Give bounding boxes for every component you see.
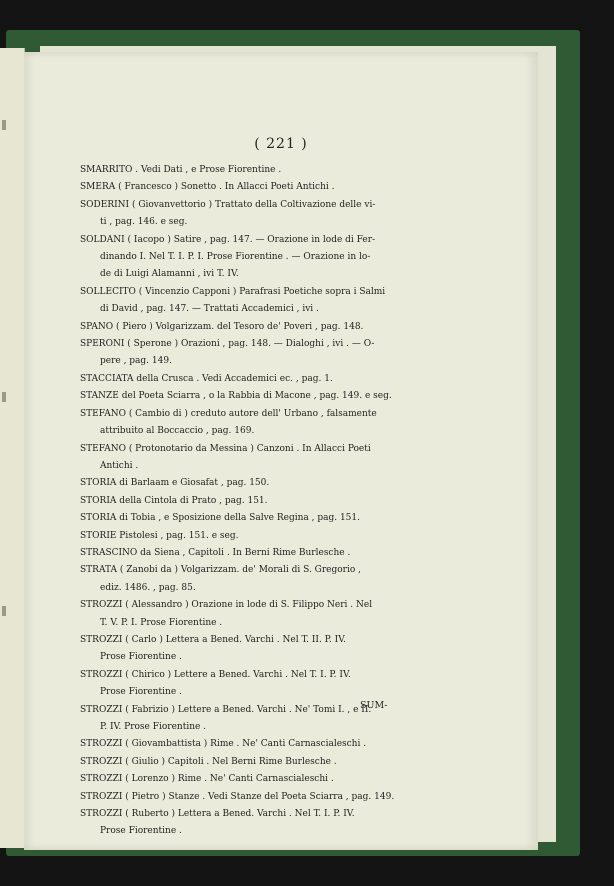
page-number: ( 221 )	[254, 136, 308, 152]
left-page-edge	[0, 48, 25, 848]
entry-line: STROZZI ( Giulio ) Capitoli . Nel Berni Rime Burlesche .	[80, 756, 337, 767]
index-entry	[80, 806, 432, 841]
index-entry	[80, 754, 432, 771]
index-entry	[80, 510, 432, 527]
entry-line: SOLLECITO ( Vincenzio Capponi ) Parafrasi Poetiche sopra i Salmi	[80, 286, 386, 297]
index-entry	[80, 197, 432, 232]
entry-line: STROZZI ( Giovambattista ) Rime . Ne' Canti Carnascialeschi .	[80, 739, 367, 750]
entry-line: SPERONI ( Sperone ) Orazioni , pag. 148. — Dialoghi , ivi . — O-	[80, 339, 375, 350]
entry-line: SOLDANI ( Iacopo ) Satire , pag. 147. — Orazione in lode di Fer-	[80, 234, 376, 245]
entry-line: STROZZI ( Ruberto ) Lettera a Bened. Varchi . Nel T. I. P. IV.	[80, 809, 355, 820]
index-entry	[80, 232, 432, 284]
index-entry	[80, 371, 432, 388]
entry-continuation-line: attribuito al Boccaccio , pag. 169.	[100, 426, 255, 437]
entry-continuation-line: T. V. P. I. Prose Fiorentine .	[100, 617, 223, 628]
index-entry	[80, 475, 432, 492]
entry-continuation-line: ediz. 1486. , pag. 85.	[100, 582, 196, 593]
index-entry	[80, 528, 432, 545]
entry-line: STORIA di Tobia , e Sposizione della Salve Regina , pag. 151.	[80, 513, 360, 524]
margin-mark	[2, 120, 6, 130]
entry-line: STEFANO ( Protonotario da Messina ) Canzoni . In Allacci Poeti	[80, 443, 371, 454]
entry-line: STORIA della Cintola di Prato , pag. 151.	[80, 495, 268, 506]
entry-continuation-line: pere , pag. 149.	[100, 356, 172, 367]
entry-line: STROZZI ( Fabrizio ) Lettere a Bened. Varchi . Ne' Tomi I. , e II.	[80, 704, 372, 715]
index-entry	[80, 388, 432, 405]
entry-line: SMARRITO . Vedi Dati , e Prose Fiorentine .	[80, 165, 282, 175]
index-entry	[80, 406, 432, 441]
index-entry	[80, 597, 432, 632]
index-entry	[80, 493, 432, 510]
entry-continuation-line: ti , pag. 146. e seg.	[100, 217, 188, 228]
index-entry	[80, 162, 432, 179]
index-entry	[80, 319, 432, 336]
entry-continuation-line: de di Luigi Alamanni , ivi T. IV.	[100, 269, 239, 280]
entry-continuation-line: Prose Fiorentine .	[100, 652, 182, 663]
index-entry	[80, 736, 432, 753]
catchword: SUM-	[360, 700, 388, 711]
index-entry	[80, 771, 432, 788]
entry-continuation-line: di David , pag. 147. — Trattati Accademici , ivi .	[100, 304, 319, 315]
index-entry	[80, 632, 432, 667]
margin-mark	[2, 392, 6, 402]
entry-continuation-line: P. IV. Prose Fiorentine .	[100, 722, 207, 732]
index-entry	[80, 562, 432, 597]
entry-line: STANZE del Poeta Sciarra , o la Rabbia di Macone , pag. 149. e seg.	[80, 391, 392, 402]
entry-line: STRATA ( Zanobi da ) Volgarizzam. de' Morali di S. Gregorio ,	[80, 565, 361, 576]
book-page	[24, 52, 538, 850]
index-entry	[80, 667, 432, 702]
entry-line: STEFANO ( Cambio di ) creduto autore dell' Urbano , falsamente	[80, 408, 377, 419]
index-entry	[80, 179, 432, 196]
index-entry	[80, 441, 432, 476]
entry-line: SODERINI ( Giovanvettorio ) Trattato della Coltivazione delle vi-	[80, 199, 376, 210]
entry-line: STACCIATA della Crusca . Vedi Accademici ec. , pag. 1.	[80, 373, 333, 384]
index-entry	[80, 789, 432, 806]
entry-line: STRASCINO da Siena , Capitoli . In Berni Rime Burlesche .	[80, 547, 351, 558]
entry-line: SPANO ( Piero ) Volgarizzam. del Tesoro de' Poveri , pag. 148.	[80, 321, 364, 332]
entry-line: STROZZI ( Lorenzo ) Rime . Ne' Canti Carnascialeschi .	[80, 774, 334, 785]
entry-line: STROZZI ( Pietro ) Stanze . Vedi Stanze del Poeta Sciarra , pag. 149.	[80, 791, 395, 802]
entry-continuation-line: Prose Fiorentine .	[100, 687, 182, 698]
entry-continuation-line: Antichi .	[100, 460, 139, 471]
index-entry	[80, 284, 432, 319]
entry-continuation-line: dinando I. Nel T. I. P. I. Prose Fiorentine . — Orazione in lo-	[100, 252, 371, 263]
entry-line: SMERA ( Francesco ) Sonetto . In Allacci Poeti Antichi .	[80, 182, 335, 193]
entry-line: STORIA di Barlaam e Giosafat , pag. 150.	[80, 478, 270, 489]
entry-line: STROZZI ( Chirico ) Lettere a Bened. Varchi . Nel T. I. P. IV.	[80, 669, 351, 680]
entry-line: STROZZI ( Carlo ) Lettera a Bened. Varchi . Nel T. II. P. IV.	[80, 634, 346, 645]
index-entry	[80, 336, 432, 371]
entry-continuation-line: Prose Fiorentine .	[100, 826, 182, 837]
entry-line: STROZZI ( Alessandro ) Orazione in lode di S. Filippo Neri . Nel	[80, 600, 373, 611]
entry-line: STORIE Pistolesi , pag. 151. e seg.	[80, 530, 239, 541]
index-entries	[80, 162, 432, 841]
index-entry	[80, 545, 432, 562]
margin-mark	[2, 606, 6, 616]
